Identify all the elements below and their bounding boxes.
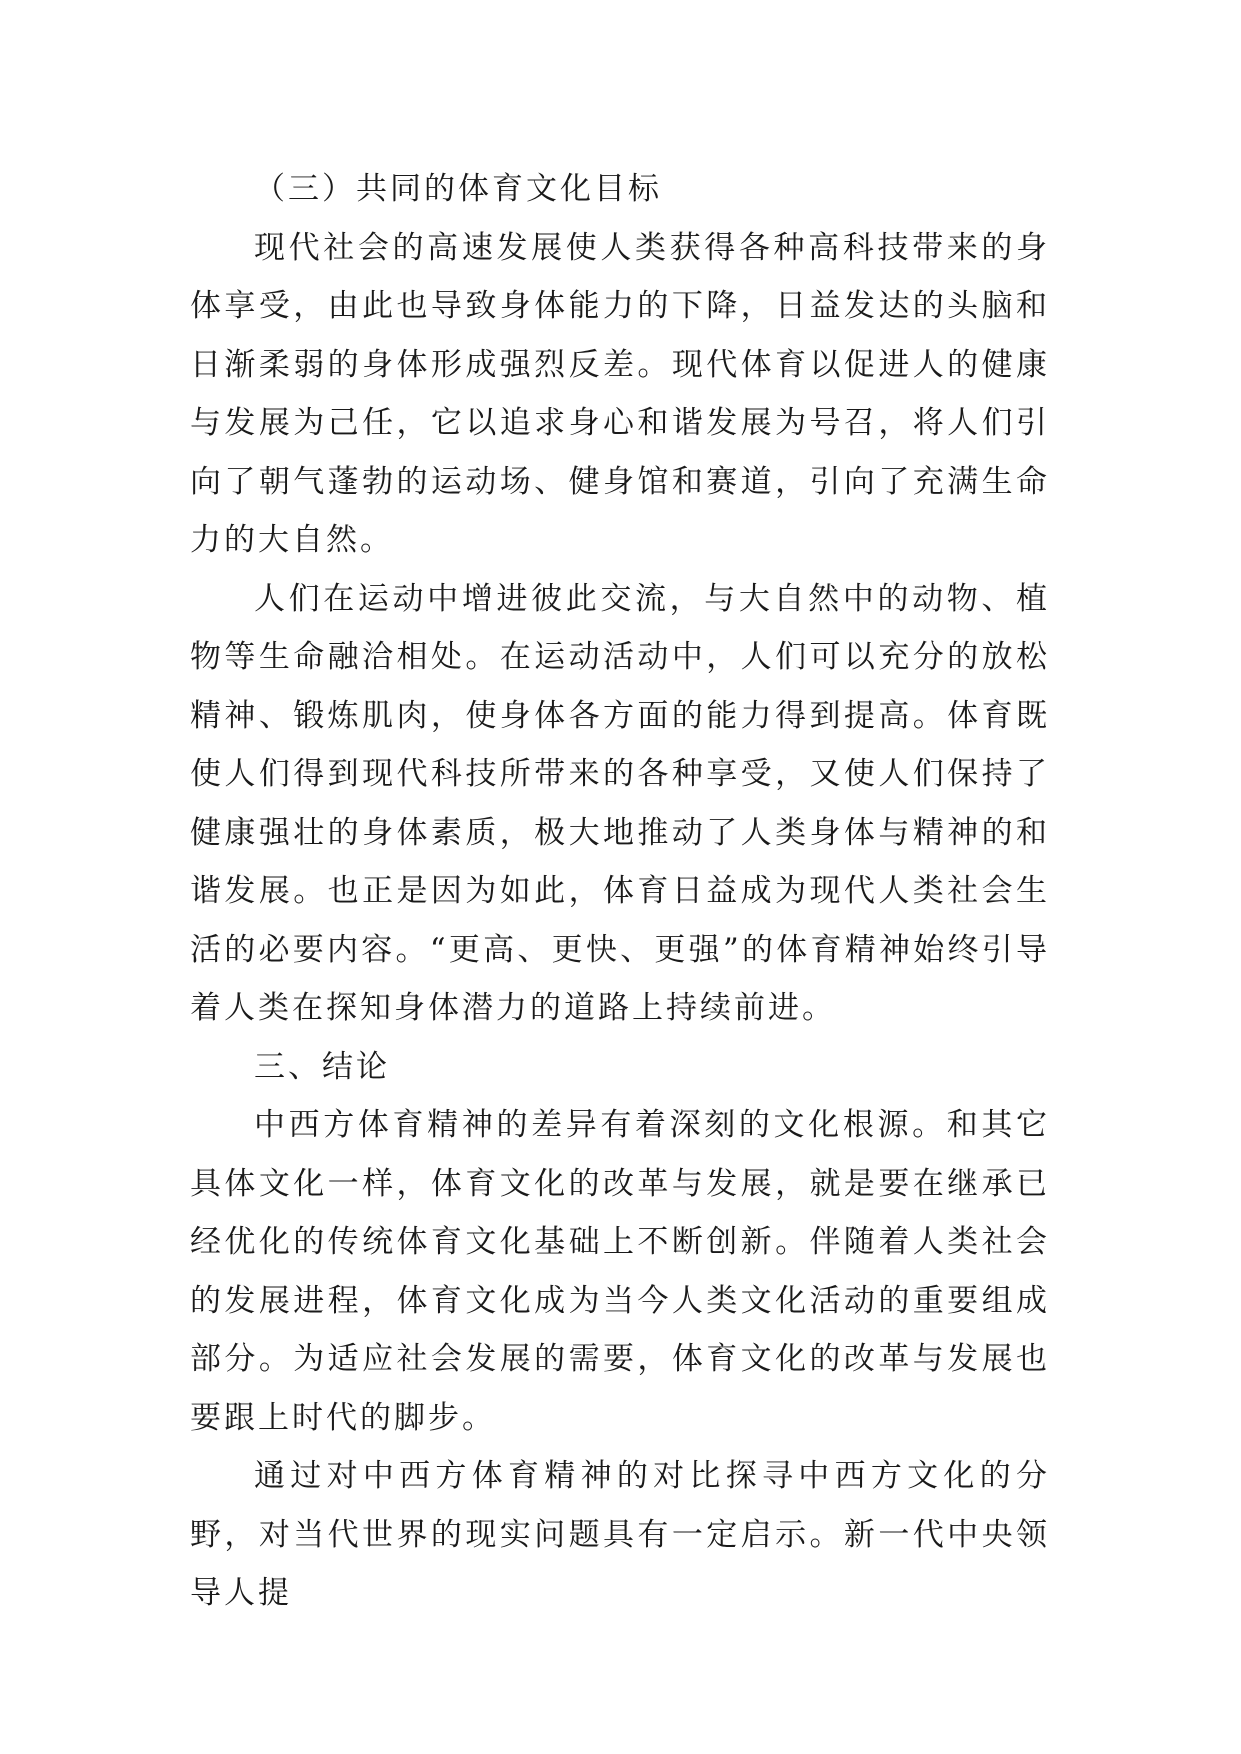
paragraph-sports-harmony: 人们在运动中增进彼此交流，与大自然中的动物、植物等生命融洽相处。在运动活动中，人们可以充分的放松精神、锻炼肌肉，使身体各方面的能力得到提高。体育既使人们得到现代科技所带来的各种享受，又使人们保持了健康强壮的身体素质，极大地推动了人类身体与精神的和谐发展。也正是因为如此，体育日益成为现代人类社会生活的必要内容。“更高、更快、更强”的体育精神始终引导着人类在探知身体潜力的道路上持续前进。 bbox=[190, 580, 1050, 1026]
paragraph-modern-society: 现代社会的高速发展使人类获得各种高科技带来的身体享受，由此也导致身体能力的下降，日益发达的头脑和日渐柔弱的身体形成强烈反差。现代体育以促进人的健康与发展为己任，它以追求身心和谐发展为号召，将人们引向了朝气蓬勃的运动场、健身馆和赛道，引向了充满生命力的大自然。 bbox=[190, 229, 1050, 558]
section-heading-common-goal: （三）共同的体育文化目标 bbox=[254, 171, 662, 207]
paragraph-cultural-roots: 中西方体育精神的差异有着深刻的文化根源。和其它具体文化一样，体育文化的改革与发展，就是要在继承已经优化的传统体育文化基础上不断创新。伴随着人类社会的发展进程，体育文化成为当今人类文化活动的重要组成部分。为适应社会发展的需要，体育文化的改革与发展也要跟上时代的脚步。 bbox=[190, 1107, 1050, 1436]
paragraph-comparison: 通过对中西方体育精神的对比探寻中西方文化的分野，对当代世界的现实问题具有一定启示。新一代中央领导人提 bbox=[190, 1458, 1050, 1611]
section-heading-conclusion: 三、结论 bbox=[254, 1048, 390, 1085]
document-body bbox=[190, 160, 1050, 1623]
